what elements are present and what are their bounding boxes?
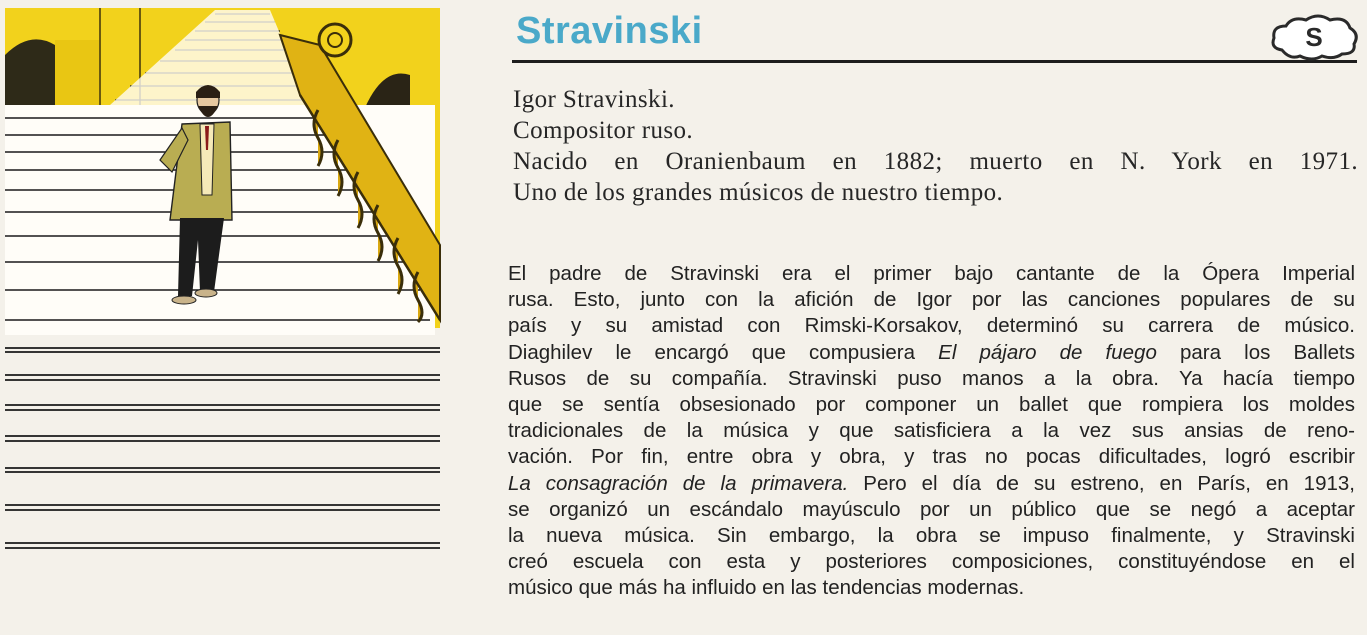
paragraph-line bbox=[508, 575, 1355, 601]
intro-line: Nacido en Oranienbaum en 1882; muerto en N. York en 1971. bbox=[513, 148, 1358, 175]
cloud-s-logo-icon bbox=[1268, 12, 1360, 62]
logo-letter: S bbox=[1305, 22, 1323, 52]
paragraph-line bbox=[508, 444, 1355, 470]
text-span: Pero el día de su estreno, en París, en 1913, bbox=[848, 471, 1355, 495]
title-rule bbox=[512, 60, 1357, 63]
work-title: La consagración de la primavera. bbox=[508, 471, 849, 495]
paragraph-line bbox=[508, 366, 1355, 392]
paragraph-line bbox=[508, 471, 1355, 497]
paragraph-line bbox=[508, 497, 1355, 523]
paragraph-line bbox=[508, 549, 1355, 575]
work-title: El pájaro de fuego bbox=[938, 340, 1157, 364]
text-span: Rusos de su compañía. Stravinski puso manos a la obra. Ya hacía tiempo bbox=[508, 366, 1355, 390]
text-span: tradicionales de la música y que satisficiera a la vez sus ansias de reno- bbox=[508, 419, 1355, 443]
text-span: creó escuela con esta y posteriores composiciones, constituyéndose en el bbox=[508, 550, 1355, 574]
paragraph-line bbox=[508, 418, 1355, 444]
paragraph-line bbox=[508, 340, 1355, 366]
paragraph-line bbox=[508, 313, 1355, 339]
text-span: rusa. Esto, junto con la afición de Igor por las canciones populares de su bbox=[508, 288, 1355, 312]
text-span: Diaghilev le encargó que compusiera bbox=[508, 340, 939, 364]
text-span: que se sentía obsesionado por componer un ballet que rompiera los moldes bbox=[508, 392, 1355, 416]
text-span: la nueva música. Sin embargo, la obra se impuso finalmente, y Stravinski bbox=[508, 523, 1355, 547]
stravinski-staircase-illustration bbox=[0, 0, 445, 635]
paragraph-line bbox=[508, 392, 1355, 418]
intro-line: Compositor ruso. bbox=[513, 117, 694, 144]
text-span: músico que más ha influido en las tendencias modernas. bbox=[508, 576, 1025, 600]
intro-line: Uno de los grandes músicos de nuestro tiempo. bbox=[513, 179, 1004, 206]
paragraph-line bbox=[508, 287, 1355, 313]
paragraph-line bbox=[508, 261, 1355, 287]
text-span: se organizó un escándalo mayúsculo por un público que se negó a aceptar bbox=[508, 497, 1355, 521]
intro-line: Igor Stravinski. bbox=[513, 86, 675, 113]
text-span: país y su amistad con Rimski-Korsakov, determinó su carrera de músico. bbox=[508, 314, 1355, 338]
paragraph-line bbox=[508, 523, 1355, 549]
text-span: vación. Por fin, entre obra y obra, y tras no pocas dificultades, logró escribir bbox=[508, 445, 1355, 469]
page-title: Stravinski bbox=[516, 10, 703, 52]
biography-paragraph bbox=[508, 261, 1355, 601]
text-span: para los Ballets bbox=[1156, 340, 1355, 364]
intro-block bbox=[513, 84, 1363, 208]
text-span: El padre de Stravinski era el primer bajo cantante de la Ópera Imperial bbox=[508, 262, 1355, 285]
